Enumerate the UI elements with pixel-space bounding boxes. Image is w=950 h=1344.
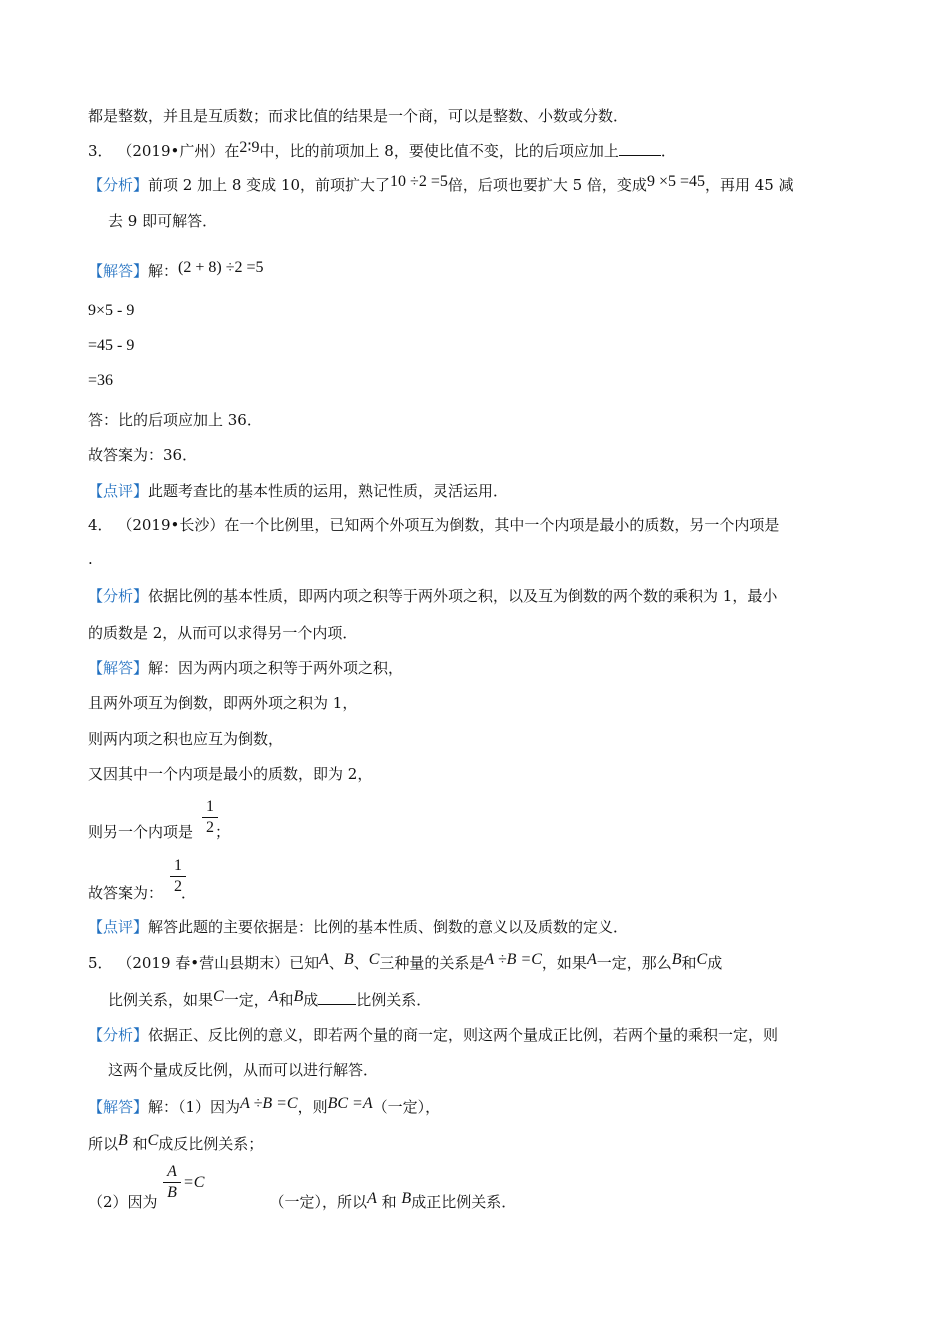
answer-tag: 【解答】 [88, 659, 149, 677]
q5-stem-a: 三种量的关系是 [379, 954, 485, 972]
q5-var-b: B [293, 988, 304, 1005]
q5-answer-line3 [88, 1191, 516, 1214]
q4-comment-text: 解答此题的主要依据是：比例的基本性质、倒数的意义以及质数的定义． [148, 918, 629, 936]
q3-analysis-d: 去 9 即可解答． [108, 212, 218, 230]
q5-eq-c: =C [183, 1174, 205, 1191]
q3-answer-blank[interactable] [619, 141, 661, 156]
q5-var-b: B [401, 1190, 412, 1207]
q5-answer-b1: 所以 [88, 1135, 119, 1153]
q5-answer-a2: ，则 [297, 1098, 328, 1116]
q4-answer-line4: 又因其中一个内项是最小的质数，即为 2， [88, 765, 373, 783]
q3-analysis-b: 倍，后项也要扩大 5 倍，变成 [447, 176, 647, 194]
frac-numerator: A [167, 1163, 177, 1180]
q5-var-b: B [118, 1132, 128, 1149]
q3-stem-text: 中，比的前项加上 8，要使比值不变，比的后项应加上 [259, 142, 619, 160]
q3-final: 故答案为：36． [88, 446, 198, 464]
q5-answer-c3: 成正比例关系． [411, 1193, 517, 1211]
q4-answer-line1 [88, 657, 403, 679]
q3-answer-lead: 解： [148, 262, 179, 280]
q5-relation: A ÷B =C [240, 1095, 298, 1112]
frac-denominator: B [167, 1184, 177, 1201]
q5-analysis-line1 [88, 1024, 778, 1046]
q4-stem-text: （2019•长沙）在一个比例里，已知两个外项互为倒数，其中一个内项是最小的质数，另一个内项是 [117, 516, 780, 534]
q5-var-c: C [368, 951, 380, 968]
q5-answer-c1: （2）因为 [88, 1193, 158, 1211]
q5-var-a: A [367, 1190, 377, 1207]
q3-comment-text: 此题考查比的基本性质的运用，熟记性质，灵活运用． [148, 482, 509, 500]
frac-denominator: 2 [174, 878, 182, 895]
q4-answer-e-end: ； [215, 823, 231, 841]
q3-ratio: 2∶9 [239, 139, 260, 156]
q5-analysis-line2: 这两个量成反比例，从而可以进行解答． [108, 1061, 379, 1079]
comment-tag: 【点评】 [88, 482, 149, 500]
q5-stem-b: ，如果 [541, 954, 587, 972]
q5-answer-a3: （一定）， [372, 1098, 441, 1116]
comment-tag: 【点评】 [88, 918, 149, 936]
q5-answer-line1 [88, 1096, 440, 1119]
q5-cheng: 成 [303, 991, 319, 1009]
q5-stem-line1 [88, 952, 722, 975]
q5-number: 5． [88, 954, 113, 972]
q5-analysis-a: 依据正、反比例的意义，即若两个量的商一定，则这两个量成正比例，若两个量的乘积一定，则 [148, 1026, 779, 1044]
q4-final-end: ． [181, 884, 197, 902]
q3-answer-line [88, 260, 264, 283]
q4-answer-line2: 且两外项互为倒数，即两外项之积为 1， [88, 694, 358, 712]
q5-source: （2019 春•营山县期末）已知 [117, 954, 320, 972]
q4-answer-line3: 则两内项之积也应互为倒数， [88, 730, 284, 748]
q5-and: 和 [381, 1193, 397, 1211]
intro-line [88, 105, 628, 127]
q4-fraction-1 [202, 797, 218, 838]
q3-stem [88, 140, 676, 163]
frac-numerator: 1 [174, 857, 182, 874]
q5-var-c: C [147, 1132, 159, 1149]
q3-analysis-line2 [108, 210, 217, 232]
q5-stem-line2 [108, 989, 431, 1012]
q5-var-c: C [213, 988, 224, 1005]
q5-and: 和 [681, 954, 697, 972]
q5-answer-blank[interactable] [318, 990, 356, 1005]
q3-number: 3． [88, 142, 113, 160]
q3-step1: 9×5 - 9 [88, 302, 135, 319]
frac-numerator: 1 [206, 798, 214, 815]
q5-stem-e: 一定， [223, 991, 269, 1009]
q4-answer-e: 则另一个内项是 [88, 823, 194, 841]
q3-source: （2019•广州）在 [117, 142, 240, 160]
q5-answer-line2 [88, 1133, 263, 1156]
intro-text: 都是整数，并且是互质数；而求比值的结果是一个商，可以是整数、小数或分数． [88, 107, 629, 125]
q4-stem [88, 514, 779, 536]
analysis-tag: 【分析】 [88, 587, 149, 605]
q5-answer-b2: 成反比例关系； [158, 1135, 264, 1153]
q5-stem-f: 比例关系． [356, 991, 432, 1009]
q4-analysis-a: 依据比例的基本性质，即两内项之积等于两外项之积，以及互为倒数的两个数的乘积为 1，最小 [148, 587, 778, 605]
q3-expr1: 10 ÷2 =5 [390, 173, 448, 190]
q5-answer-c2: （一定），所以 [269, 1193, 368, 1211]
q4-final-lead: 故答案为： [88, 884, 164, 902]
analysis-tag: 【分析】 [88, 1026, 149, 1044]
q5-var-a: A [586, 951, 597, 968]
q3-analysis-line1 [88, 174, 794, 197]
q4-stem-end: . [88, 550, 93, 568]
q5-var-c: C [696, 951, 708, 968]
q5-and: 和 [132, 1135, 148, 1153]
q4-answer-a: 解：因为两内项之积等于两外项之积， [148, 659, 404, 677]
q3-reply: 答：比的后项应加上 36． [88, 411, 262, 429]
analysis-tag: 【分析】 [88, 176, 149, 194]
q5-sep: 、 [353, 954, 369, 972]
q3-analysis-c: ，再用 45 减 [704, 176, 794, 194]
q4-analysis-line2: 的质数是 2，从而可以求得另一个内项． [88, 624, 358, 642]
q5-var-a: A [268, 988, 279, 1005]
q5-relation: A ÷B =C [484, 951, 542, 968]
answer-tag: 【解答】 [88, 262, 149, 280]
q4-fraction-2 [170, 856, 186, 897]
q4-comment [88, 916, 628, 938]
q3-analysis-a: 前项 2 加上 8 变成 10，前项扩大了 [148, 176, 391, 194]
q3-answer-expr: (2 + 8) ÷2 =5 [178, 259, 264, 276]
q4-number: 4． [88, 516, 113, 534]
q4-analysis-line1 [88, 585, 777, 607]
q5-var-a: A [319, 951, 329, 968]
q5-answer-a1: 解：（1）因为 [148, 1098, 241, 1116]
q5-bc: BC =A [327, 1095, 373, 1112]
q5-stem-d: 比例关系，如果 [108, 991, 214, 1009]
q5-var-b: B [343, 951, 354, 968]
frac-denominator: 2 [206, 819, 214, 836]
q3-step2: =45 - 9 [88, 337, 135, 354]
q3-stem-end: ． [660, 142, 676, 160]
q5-stem-c: 一定，那么 [596, 954, 672, 972]
q5-and: 和 [278, 991, 294, 1009]
q5-sep: 、 [328, 954, 344, 972]
answer-tag: 【解答】 [88, 1098, 149, 1116]
q3-expr2: 9 ×5 =45 [646, 173, 705, 190]
q5-cheng: 成 [707, 954, 723, 972]
q3-step3: =36 [88, 372, 114, 389]
q5-var-b: B [671, 951, 682, 968]
q3-comment [88, 480, 508, 502]
